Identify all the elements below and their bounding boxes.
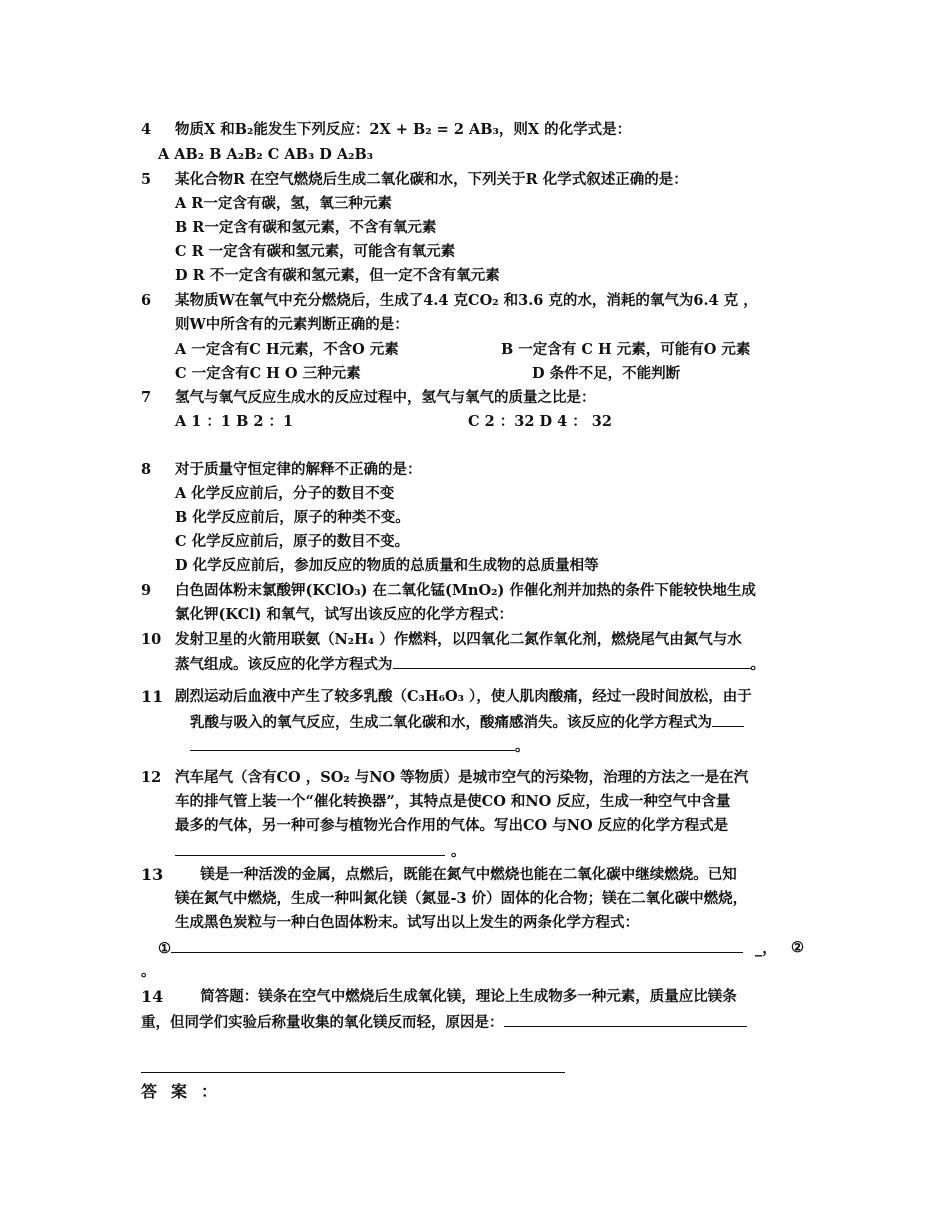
q5-number: 5 [141, 171, 152, 188]
q11-answer-line [190, 736, 530, 757]
q7-number: 7 [141, 389, 152, 406]
q13-circled-two: ② [791, 939, 804, 956]
q6-number: 6 [141, 292, 152, 309]
answer-heading: 答案： [141, 1082, 232, 1101]
q10-stem-line2 [175, 654, 765, 675]
q13-mid-mark: _， [755, 940, 777, 957]
q14-stem-line2 [141, 1012, 747, 1033]
q12-answer-line [175, 841, 466, 862]
q6-option-b: B 一定含有 C H 元素，可能有O 元素 [501, 341, 751, 358]
q10-stem-text: 蒸气组成。该反应的化学方程式为 [175, 656, 393, 673]
q13-answer-blank-1[interactable] [171, 938, 743, 953]
q6-stem-line2: 则W中所含有的元素判断正确的是： [175, 316, 409, 333]
q13-end-mark: 。 [141, 963, 156, 980]
q12-end-mark: 。 [451, 843, 466, 860]
q9-stem-line2: 氯化钾(KCl) 和氧气，试写出该反应的化学方程式： [175, 606, 514, 623]
q7-options-cd: C 2 ：32 D 4 ： 32 [468, 413, 612, 430]
q12-stem-line1: 汽车尾气（含有CO ，SO₂ 与NO 等物质）是城市空气的污染物，治理的方法之一是在汽 [175, 769, 749, 786]
q10-stem-line1: 发射卫星的火箭用联氨（N₂H₄ ）作燃料，以四氧化二氮作氧化剂，燃烧尾气由氮气与水 [175, 631, 742, 648]
q4-options: A AB₂ B A₂B₂ C AB₃ D A₂B₃ [158, 146, 374, 163]
q12-answer-blank[interactable] [175, 841, 445, 856]
q11-stem-line1: 剧烈运动后血液中产生了较多乳酸（C₃H₆O₃ ），使人肌肉酸痛，经过一段时间放松，由于 [175, 688, 752, 705]
q8-option-b: B 化学反应前后，原子的种类不变。 [175, 509, 410, 526]
q14-answer-blank-1[interactable] [504, 1012, 747, 1027]
q7-options-ab: A 1 ：1 B 2 ：1 [175, 413, 294, 430]
q11-stem-text: 乳酸与吸入的氧气反应，生成二氧化碳和水，酸痛感消失。该反应的化学方程式为 [190, 714, 712, 731]
q11-number: 11 [141, 687, 164, 706]
q11-stem-line2 [190, 712, 744, 733]
q8-option-c: C 化学反应前后，原子的数目不变。 [175, 533, 410, 550]
q14-stem-line1: 简答题：镁条在空气中燃烧后生成氧化镁，理论上生成物多一种元素，质量应比镁条 [175, 988, 737, 1005]
q5-option-c: C R 一定含有碳和氢元素，可能含有氧元素 [175, 243, 456, 260]
q4-number: 4 [141, 121, 152, 138]
q5-stem: 某化合物R 在空气燃烧后生成二氧化碳和水，下列关于R 化学式叙述正确的是： [175, 171, 688, 188]
q11-answer-blank-2[interactable] [190, 736, 515, 751]
q5-option-a: A R一定含有碳，氢，氧三种元素 [175, 195, 392, 212]
q9-number: 9 [141, 582, 152, 599]
q12-number: 12 [141, 769, 162, 786]
q5-option-b: B R一定含有碳和氢元素，不含有氧元素 [175, 219, 437, 236]
q6-option-d: D 条件不足，不能判断 [532, 365, 681, 382]
q12-stem-line2: 车的排气管上装一个“催化转换器”，其特点是使CO 和NO 反应，生成一种空气中含量 [175, 793, 731, 810]
q6-option-a: A 一定含有C H元素，不含O 元素 [175, 341, 399, 358]
q14-answer-blank-2[interactable] [141, 1072, 565, 1073]
q5-option-d: D R 不一定含有碳和氢元素，但一定不含有氧元素 [175, 267, 500, 284]
q9-stem-line1: 白色固体粉末氯酸钾(KClO₃) 在二氧化锰(MnO₂) 作催化剂并加热的条件下能较快地生成 [175, 582, 756, 599]
q13-circled-one: ① [158, 940, 171, 957]
q8-option-d: D 化学反应前后，参加反应的物质的总质量和生成物的总质量相等 [175, 557, 599, 574]
q6-option-c: C 一定含有C H O 三种元素 [175, 365, 361, 382]
q10-end-mark: 。 [750, 656, 765, 673]
q14-number: 14 [141, 987, 164, 1006]
q8-stem: 对于质量守恒定律的解释不正确的是： [175, 461, 422, 478]
q7-stem: 氢气与氧气反应生成水的反应过程中，氢气与氧气的质量之比是： [175, 389, 596, 406]
q8-option-a: A 化学反应前后，分子的数目不变 [175, 485, 395, 502]
q10-answer-blank[interactable] [393, 654, 751, 669]
q10-number: 10 [141, 631, 162, 648]
q12-stem-line3: 最多的气体，另一种可参与植物光合作用的气体。写出CO 与NO 反应的化学方程式是 [175, 817, 729, 834]
q13-stem-line3: 生成黑色炭粒与一种白色固体粉末。试写出以上发生的两条化学方程式： [175, 914, 639, 931]
q13-stem-line1: 镁是一种活泼的金属，点燃后，既能在氮气中燃烧也能在二氧化碳中继续燃烧。已知 [175, 866, 737, 883]
q4-stem: 物质X 和B₂能发生下列反应：2X + B₂ = 2 AB₃，则X 的化学式是： [175, 121, 632, 138]
q13-stem-line2: 镁在氮气中燃烧，生成一种叫氮化镁（氮显-3 价）固体的化合物；镁在二氧化碳中燃烧， [175, 890, 748, 907]
q11-answer-blank-1[interactable] [712, 712, 744, 727]
q8-number: 8 [141, 461, 152, 478]
q6-stem-line1: 某物质W在氧气中充分燃烧后，生成了4.4 克CO₂ 和3.6 克的水，消耗的氧气为6.4 克 ， [175, 292, 758, 309]
q13-answer-line [158, 938, 777, 959]
q14-stem-text: 重，但同学们实验后称量收集的氧化镁反而轻，原因是： [141, 1014, 504, 1031]
q11-end-mark: 。 [515, 738, 530, 755]
q13-number: 13 [141, 865, 164, 884]
